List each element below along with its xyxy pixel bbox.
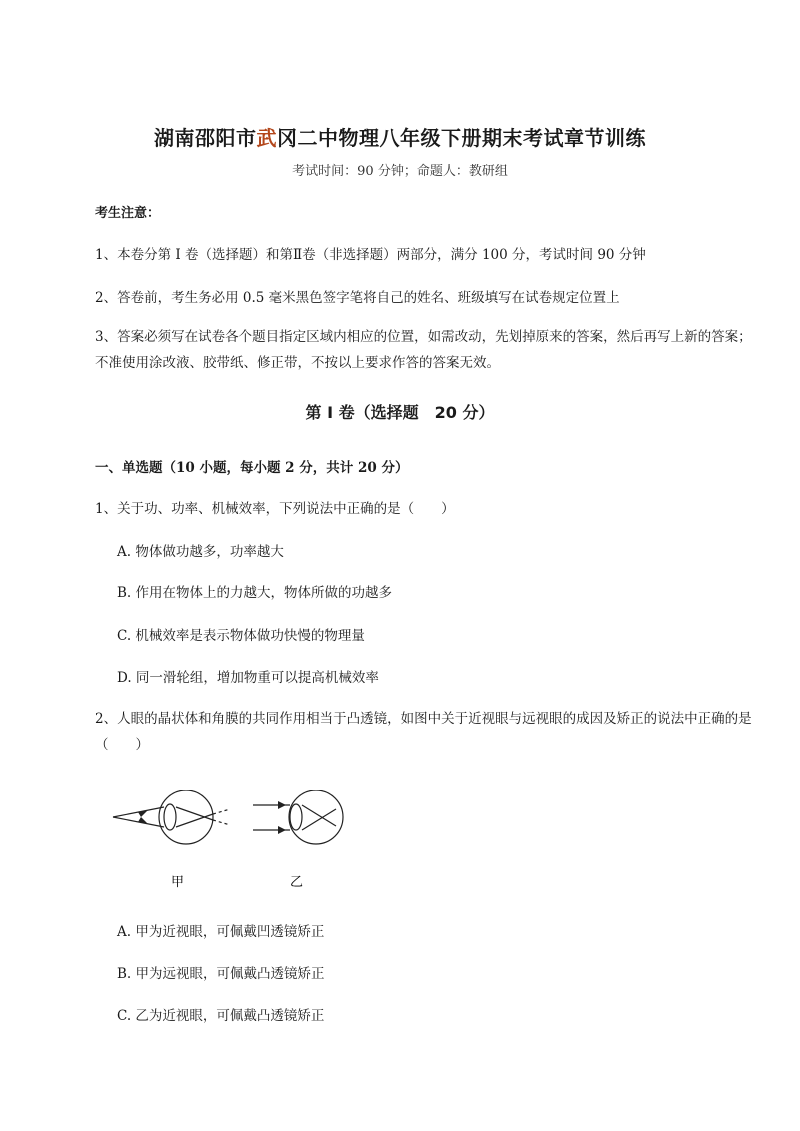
question-2-option-a[interactable]: A. 甲为近视眼，可佩戴凹透镜矫正 (117, 924, 325, 940)
eye-diagram (108, 790, 348, 895)
part-heading: 一、单选题（10 小题，每小题 2 分，共计 20 分） (95, 460, 409, 476)
arrow-b-upper (278, 801, 286, 809)
title-end: 冈二中物理八年级下册期末考试章节训练 (277, 126, 646, 150)
ray-b-lower-out (302, 809, 336, 830)
exam-info: 考试时间：90 分钟；命题人：教研组 (292, 164, 508, 179)
question-1-option-b[interactable]: B. 作用在物体上的力越大，物体所做的功越多 (117, 585, 393, 601)
ray-a-upper-dashed (213, 820, 230, 825)
question-2-option-c[interactable]: C. 乙为近视眼，可佩戴凸透镜矫正 (117, 1008, 325, 1024)
title-highlight-char: 武 (256, 126, 277, 150)
question-1-option-a[interactable]: A. 物体做功越多，功率越大 (117, 544, 284, 560)
question-1-option-d[interactable]: D. 同一滑轮组，增加物重可以提高机械效率 (117, 670, 379, 686)
arrow-a-lower (138, 817, 148, 824)
arrow-a-upper (138, 810, 148, 817)
figure-label-jia: 甲 (171, 875, 185, 890)
question-1-option-c[interactable]: C. 机械效率是表示物体做功快慢的物理量 (117, 628, 365, 644)
eye-a-lens (164, 804, 176, 830)
page-title (0, 122, 800, 151)
figure-label-yi: 乙 (290, 875, 304, 890)
ray-b-upper-out (302, 805, 336, 826)
ray-a-upper-out (176, 807, 213, 820)
question-2-option-b[interactable]: B. 甲为远视眼，可佩戴凸透镜矫正 (117, 966, 325, 982)
question-1-stem: 1、关于功、功率、机械效率，下列说法中正确的是（ ） (95, 501, 455, 517)
notice-item-1: 1、本卷分第 I 卷（选择题）和第Ⅱ卷（非选择题）两部分，满分 100 分，考试时间 90 分钟 (95, 247, 646, 263)
section-title: 第 I 卷（选择题 20 分） (305, 403, 495, 422)
eye-b-lens (290, 804, 302, 830)
title-start: 湖南邵阳市 (154, 126, 257, 150)
notice-heading: 考生注意： (95, 206, 161, 221)
question-2-stem: 2、人眼的晶状体和角膜的共同作用相当于凸透镜，如图中关于近视眼与远视眼的成因及矫正的说法中正确的是（ ） (95, 711, 752, 753)
ray-a-lower-dashed (213, 809, 230, 814)
eye-b-outline (289, 790, 343, 844)
arrow-b-lower (278, 826, 286, 834)
notice-item-3: 3、答案必须写在试卷各个题目指定区域内相应的位置，如需改动，先划掉原来的答案，然后再写上新的答案；不准使用涂改液、胶带纸、修正带，不按以上要求作答的答案无效。 (95, 329, 752, 371)
notice-item-2: 2、答卷前，考生务必用 0.5 毫米黑色签字笔将自己的姓名、班级填写在试卷规定位置上 (95, 290, 620, 306)
ray-a-lower-out (176, 814, 213, 827)
